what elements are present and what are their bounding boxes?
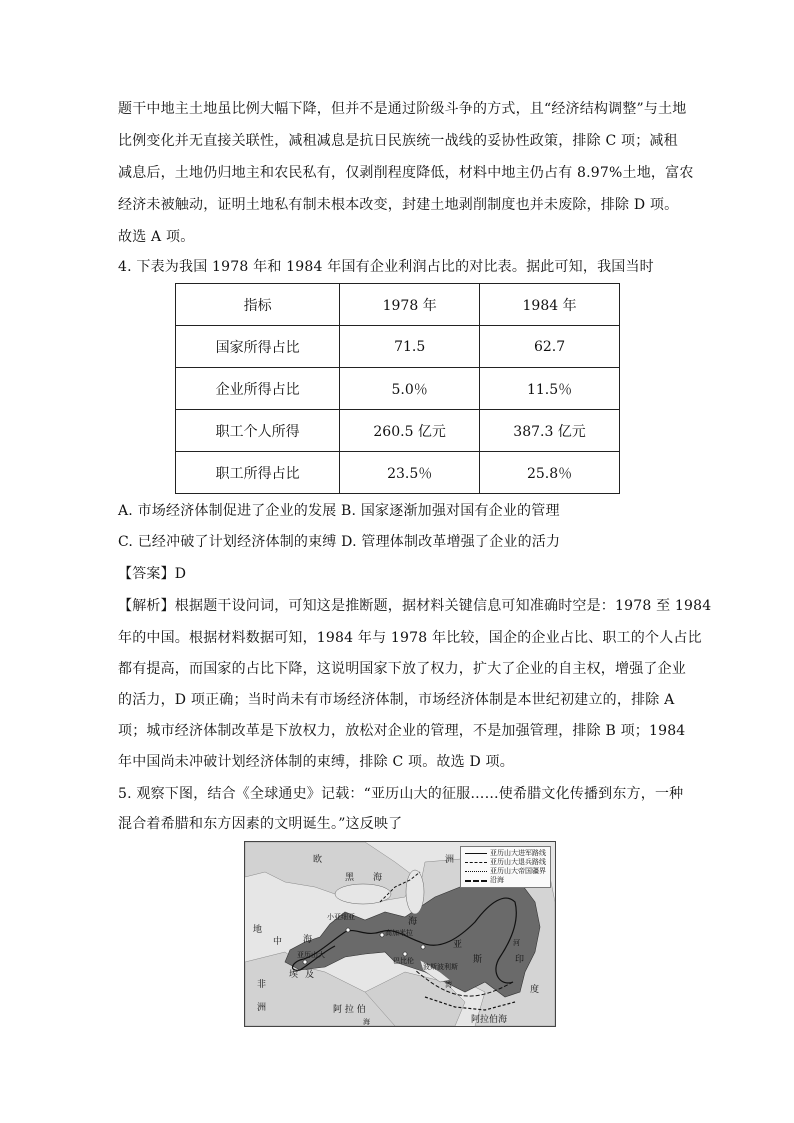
label-mediterranean: 中 [273,937,283,947]
label-alexandria: 亚历山大 [297,951,325,959]
question-5-stem: 5. 观察下图，结合《全球通史》记载：“亚历山大的征服……使希腊文化传播到东方，一种 [118,786,684,802]
question-5-stem: 混合着希腊和东方因素的文明诞生。”这反映了 [118,816,403,832]
label-egypt: 埃 [289,970,299,980]
table-cell: 企业所得占比 [176,368,340,410]
answer-label: 【答案】D [118,566,187,582]
table-cell: 11.5％ [480,368,620,410]
text-line: 故选 A 项。 [118,229,195,245]
table-header-cell: 1984 年 [480,284,620,326]
label-africa: 洲 [257,1003,267,1013]
analysis-line: 项；城市经济体制改革是下放权力，放松对企业的管理，不是加强管理，排除 B 项；1984 [118,723,686,739]
table-cell: 387.3 亿元 [480,410,620,452]
label-black-sea: 黑 [345,873,355,883]
question-4-stem: 4. 下表为我国 1978 年和 1984 年国有企业利润占比的对比表。据此可知，我国当时 [118,259,654,275]
text-line: 比例变化并无直接关联性，减租减息是抗日民族统一战线的妥协性政策，排除 C 项；减租 [118,133,678,149]
label-europe: 欧 [313,855,323,865]
legend-item: 亚历山大帝国疆界 [465,867,546,876]
table-cell: 职工个人所得 [176,410,340,452]
table-header-cell: 1978 年 [340,284,480,326]
dashed-line-icon [465,862,487,863]
legend-item: 亚历山大退兵路线 [465,858,546,867]
table-row [176,452,620,494]
legend-item: 沿海 [465,876,546,885]
analysis-line: 的活力，D 项正确；当时尚未有市场经济体制，市场经济体制是本世纪初建立的，排除 A [118,692,675,708]
label-babylon: 巴比伦 [393,957,414,965]
label-asia-minor: 小亚细亚 [327,913,355,921]
label-asia: 斯 [473,955,483,965]
label-india: 度 [530,985,540,995]
table-row [176,326,620,368]
options-a-b: A. 市场经济体制促进了企业的发展 B. 国家逐渐加强对国有企业的管理 [118,503,560,519]
dotted-line-icon [465,871,487,872]
text-line: 题干中地主土地虽比例大幅下降，但并不是通过阶级斗争的方式，且“经济结构调整”与土地 [118,101,687,117]
table-cell: 23.5％ [340,452,480,494]
analysis-line: 年的中国。根据材料数据可知，1984 年与 1978 年比较，国企的企业占比、职工的个人占比 [118,630,702,646]
table-cell: 国家所得占比 [176,326,340,368]
alexander-empire-map [244,841,556,1027]
label-arabian-sea: 阿拉伯海 [471,1015,508,1025]
table-row [176,410,620,452]
text-line: 经济未被触动，证明土地私有制未根本改变，封建土地剥削制度也并未废除，排除 D 项。 [118,197,679,213]
label-mediterranean: 地 [253,925,263,935]
label-arabia: 阿 拉 伯 [333,1005,366,1015]
label-mediterranean: 海 [303,935,313,945]
table-cell: 25.8％ [480,452,620,494]
table-cell: 260.5 亿元 [340,410,480,452]
label-gulf: 湾 [445,981,452,989]
legend-item: 亚历山大进军路线 [465,849,546,858]
table-cell: 71.5 [340,326,480,368]
analysis-line: 年中国尚未冲破计划经济体制的束缚，排除 C 项。故选 D 项。 [118,754,514,770]
table-row [176,368,620,410]
label-river: 河 [513,939,520,947]
label-persepolis: 波斯波利斯 [423,963,458,971]
table-cell: 职工所得占比 [176,452,340,494]
label-egypt: 及 [305,970,315,980]
solid-line-icon [465,853,487,854]
label-sea: 海 [373,873,383,883]
label-red-sea: 海 [363,1018,370,1026]
table-cell: 5.0％ [340,368,480,410]
label-india: 印 [515,955,525,965]
text-line: 减息后，土地仍归地主和农民私有，仅剥削程度降低，材料中地主仍占有 8.97%土地，富农 [118,165,694,181]
table-header-cell: 指标 [176,284,340,326]
table-header-row [176,284,620,326]
label-gaugamela: 高加米拉 [385,929,413,937]
label-caspian: 海 [408,917,418,927]
label-europe: 洲 [445,855,455,865]
analysis-line: 【解析】根据题干设问词，可知这是推断题，据材料关键信息可知准确时空是：1978 至 1984 [118,598,712,614]
bold-dashed-line-icon [465,880,487,882]
label-asia: 亚 [453,940,463,950]
map-legend [460,846,551,888]
analysis-line: 都有提高，而国家的占比下降，这说明国家下放了权力，扩大了企业的自主权，增强了企业 [118,661,686,677]
table-cell: 62.7 [480,326,620,368]
profit-share-table [175,283,620,494]
label-africa: 非 [257,980,267,990]
options-c-d: C. 已经冲破了计划经济体制的束缚 D. 管理体制改革增强了企业的活力 [118,534,561,550]
